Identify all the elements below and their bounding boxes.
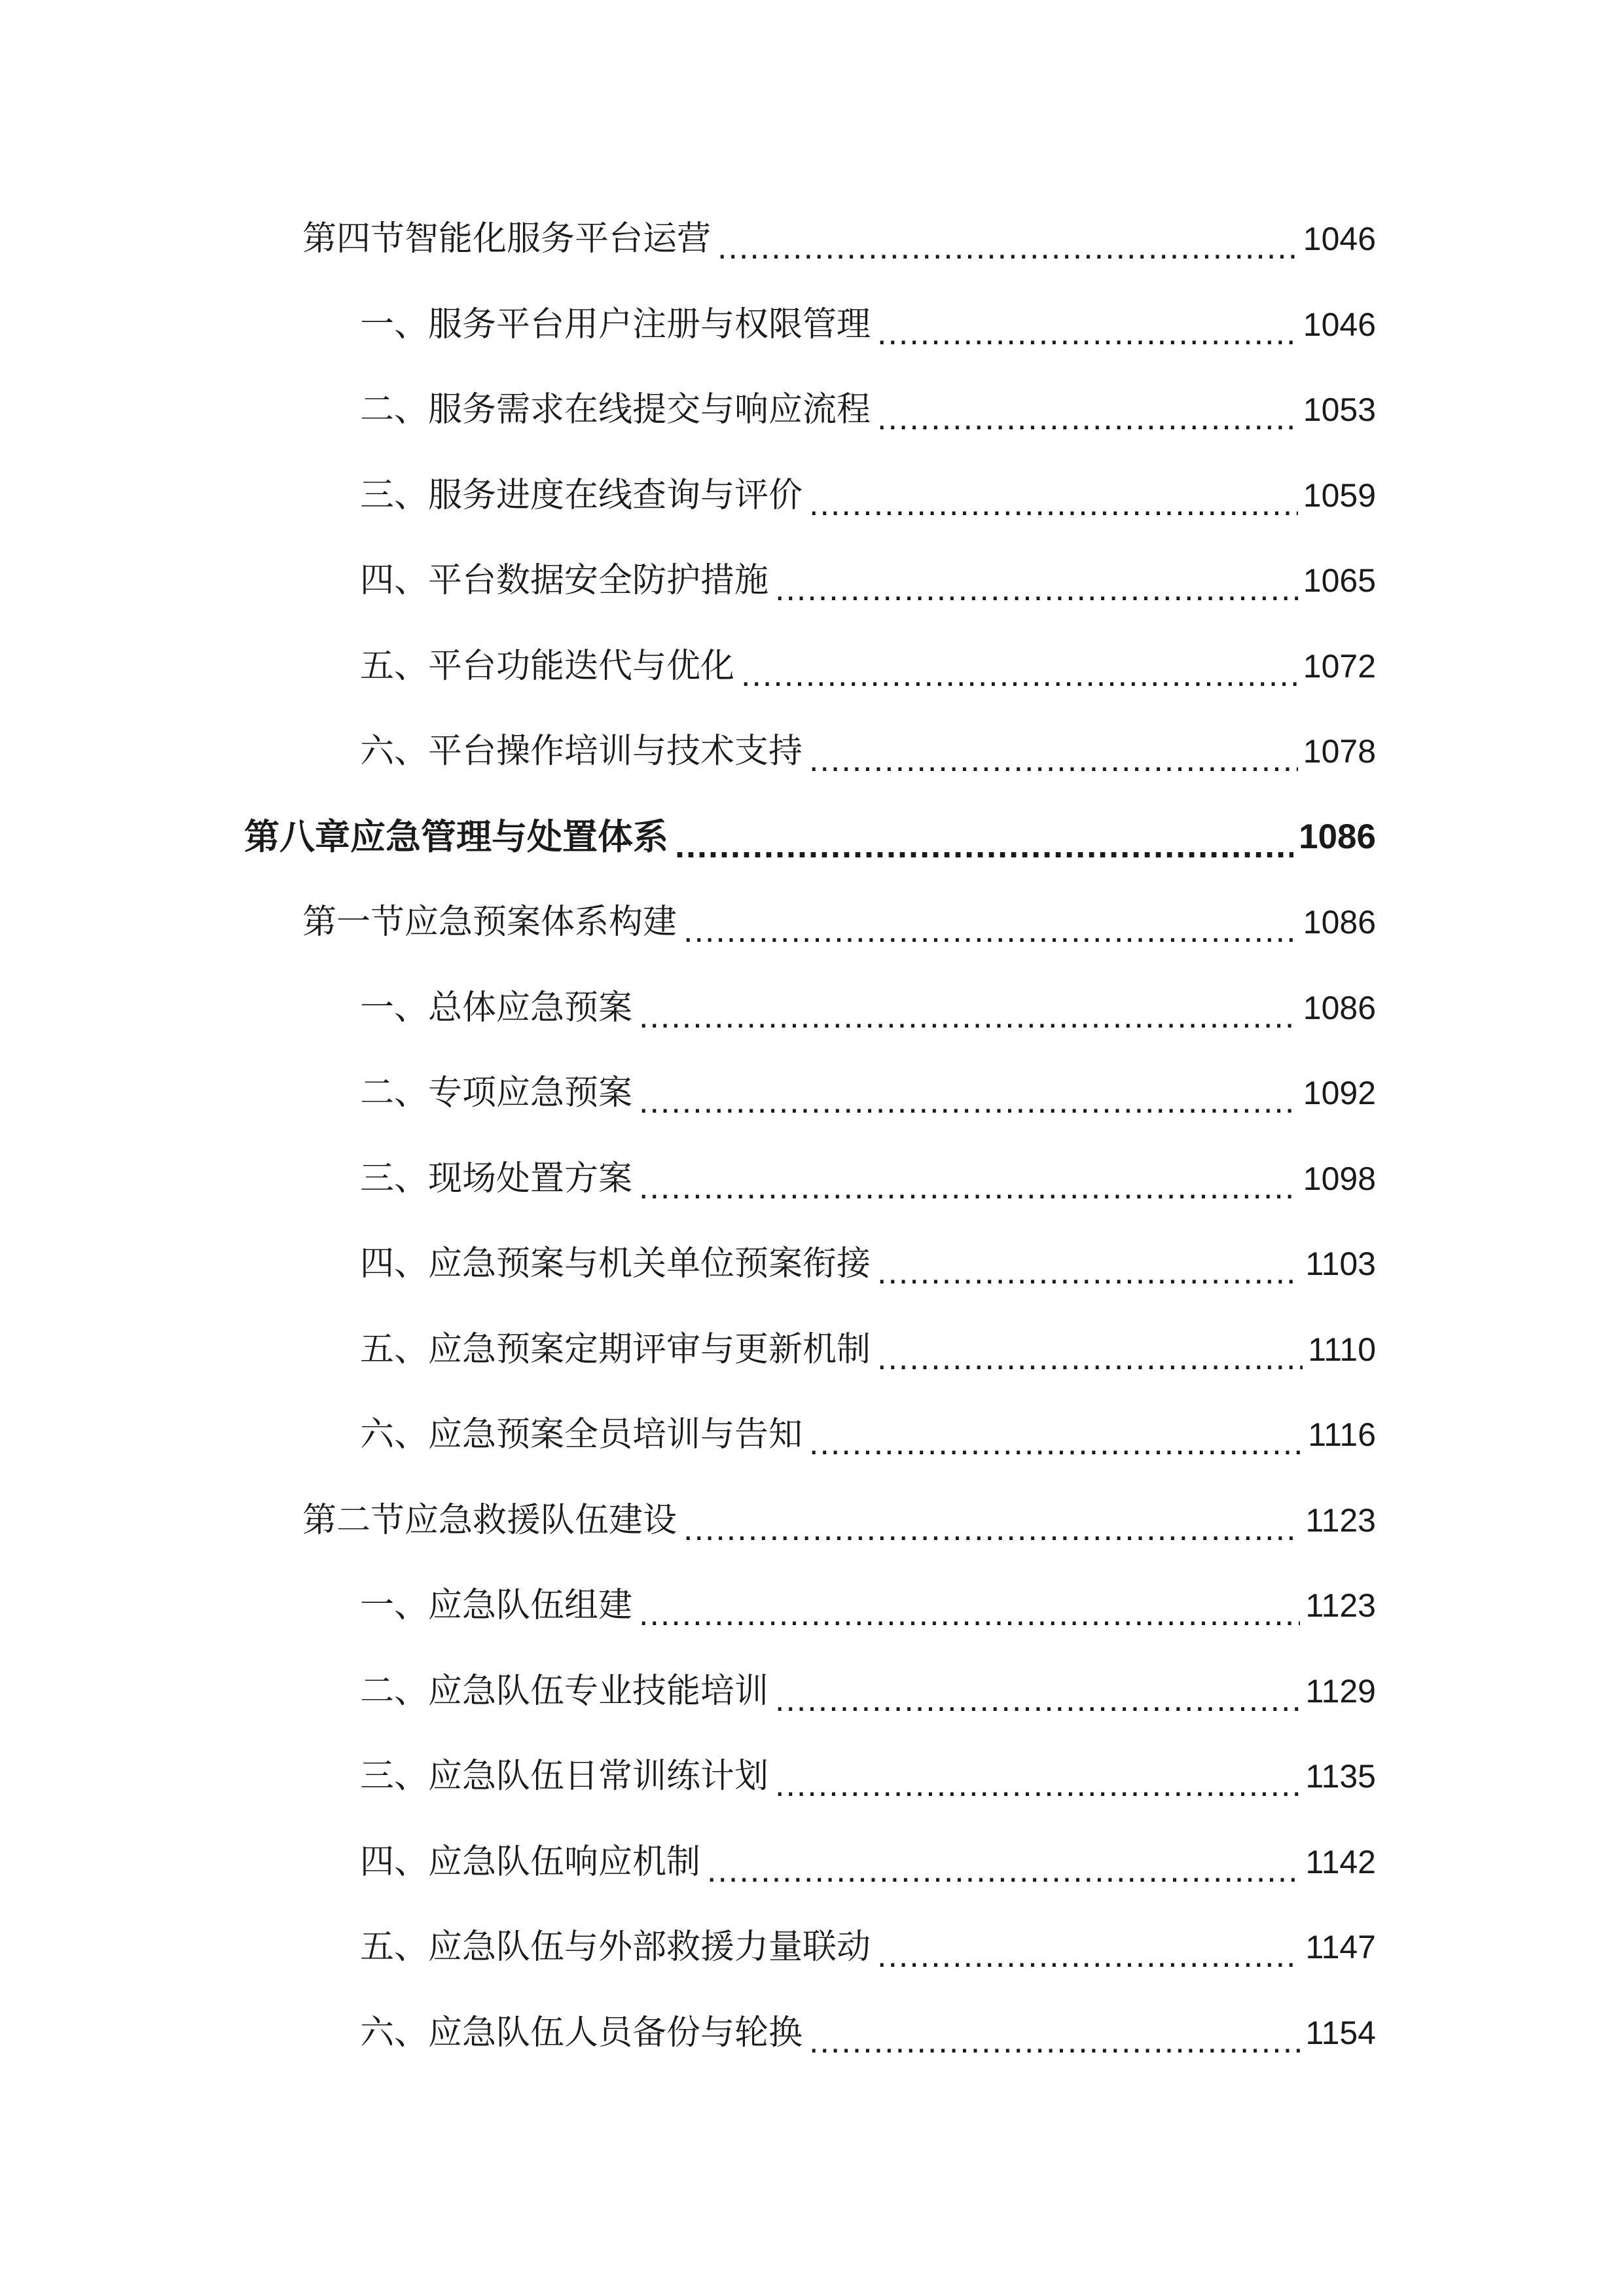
toc-entry[interactable] — [360, 377, 1376, 442]
toc-entry-page-number: 1078 — [1303, 733, 1376, 770]
toc-entry-title: 二、服务需求在线提交与响应流程 — [360, 390, 871, 429]
dot-leader — [877, 316, 1298, 350]
dot-leader — [683, 914, 1298, 948]
dot-leader — [683, 1512, 1300, 1546]
dot-leader — [775, 1768, 1300, 1802]
dot-leader — [877, 1255, 1300, 1289]
toc-entry-title: 一、应急队伍组建 — [360, 1586, 633, 1625]
toc-entry[interactable] — [302, 889, 1376, 955]
dot-leader — [877, 1341, 1303, 1375]
toc-entry[interactable] — [302, 1488, 1376, 1553]
toc-entry-title: 二、应急队伍专业技能培训 — [360, 1671, 769, 1711]
toc-entry-page-number: 1147 — [1305, 1929, 1376, 1965]
toc-entry-page-number: 1086 — [1303, 904, 1376, 941]
toc-entry-page-number: 1123 — [1305, 1587, 1376, 1624]
toc-entry-title: 四、平台数据安全防护措施 — [360, 561, 769, 600]
toc-entry[interactable] — [360, 1231, 1376, 1297]
dot-leader — [809, 487, 1298, 521]
toc-entry-page-number: 1129 — [1305, 1672, 1376, 1710]
dot-leader — [809, 2024, 1300, 2058]
toc-entry[interactable] — [244, 804, 1376, 870]
toc-entry-title: 第四节智能化服务平台运营 — [302, 219, 712, 259]
toc-entry-title: 三、应急队伍日常训练计划 — [360, 1757, 769, 1796]
toc-entry[interactable] — [360, 975, 1376, 1041]
toc-entry-title: 四、应急预案与机关单位预案衔接 — [360, 1244, 871, 1283]
toc-entry[interactable] — [360, 1914, 1376, 1980]
toc-entry-page-number: 1123 — [1305, 1501, 1376, 1539]
dot-leader — [775, 572, 1298, 606]
toc-entry-page-number: 1092 — [1303, 1075, 1376, 1111]
dot-leader — [877, 1939, 1300, 1973]
dot-leader — [639, 1170, 1298, 1204]
toc-entry-title: 二、专项应急预案 — [360, 1073, 633, 1113]
toc-entry-page-number: 1059 — [1303, 476, 1376, 514]
toc-entry-title: 第二节应急救援队伍建设 — [302, 1500, 677, 1540]
toc-entry-page-number: 1103 — [1305, 1246, 1376, 1282]
dot-leader — [877, 401, 1298, 435]
toc-entry-page-number: 1116 — [1308, 1416, 1376, 1453]
toc-entry-page-number: 1098 — [1303, 1160, 1376, 1197]
toc-entry-title: 三、服务进度在线查询与评价 — [360, 475, 803, 515]
toc-entry-page-number: 1110 — [1308, 1331, 1376, 1368]
toc-entry[interactable] — [360, 719, 1376, 784]
toc-entry-title: 五、应急队伍与外部救援力量联动 — [360, 1928, 871, 1967]
toc-entry[interactable] — [360, 1744, 1376, 1809]
toc-entry[interactable] — [360, 1146, 1376, 1211]
toc-entry[interactable] — [360, 1060, 1376, 1126]
toc-entry[interactable] — [360, 1659, 1376, 1724]
toc-entry-title: 六、平台操作培训与技术支持 — [360, 732, 803, 771]
toc-entry[interactable] — [360, 463, 1376, 528]
dot-leader — [707, 1854, 1300, 1888]
toc-entry-title: 三、现场处置方案 — [360, 1158, 633, 1198]
toc-entry-page-number: 1086 — [1303, 989, 1376, 1026]
toc-entry-title: 六、应急预案全员培训与告知 — [360, 1415, 803, 1454]
dot-leader — [639, 1085, 1298, 1119]
toc-entry-title: 五、应急预案定期评审与更新机制 — [360, 1329, 871, 1369]
toc-entry[interactable] — [360, 634, 1376, 699]
toc-entry-page-number: 1135 — [1305, 1758, 1376, 1795]
toc-entry-title: 一、服务平台用户注册与权限管理 — [360, 304, 871, 344]
dot-leader — [809, 743, 1298, 777]
toc-entry-page-number: 1072 — [1303, 647, 1376, 685]
toc-entry[interactable] — [360, 292, 1376, 357]
toc-entry[interactable] — [360, 1829, 1376, 1895]
dot-leader — [741, 658, 1298, 692]
dot-leader — [809, 1426, 1303, 1460]
toc-entry-page-number: 1154 — [1305, 2014, 1376, 2051]
dot-leader — [775, 1683, 1300, 1717]
toc-entry-title: 一、总体应急预案 — [360, 988, 633, 1028]
toc-entry-page-number: 1046 — [1303, 306, 1376, 343]
toc-entry-page-number: 1065 — [1303, 562, 1376, 599]
toc-entry-title: 第八章应急管理与处置体系 — [244, 816, 668, 857]
toc-entry-page-number: 1086 — [1299, 817, 1376, 856]
toc-entry[interactable] — [360, 548, 1376, 613]
toc-entry-title: 六、应急队伍人员备份与轮换 — [360, 2013, 803, 2053]
toc-entry-title: 四、应急队伍响应机制 — [360, 1842, 701, 1882]
toc-entry-title: 五、平台功能迭代与优化 — [360, 646, 735, 686]
toc-entry[interactable] — [302, 206, 1376, 272]
toc-entry-page-number: 1142 — [1305, 1843, 1376, 1880]
dot-leader — [639, 1597, 1300, 1631]
dot-leader — [639, 999, 1298, 1033]
toc-entry[interactable] — [360, 1573, 1376, 1638]
toc-entry[interactable] — [360, 2000, 1376, 2066]
toc-entry-page-number: 1053 — [1303, 391, 1376, 428]
toc-entry-title: 第一节应急预案体系构建 — [302, 903, 677, 942]
toc-entry[interactable] — [360, 1317, 1376, 1382]
toc-entry[interactable] — [360, 1402, 1376, 1467]
toc-entry-page-number: 1046 — [1303, 221, 1376, 257]
dot-leader — [717, 230, 1298, 264]
dot-leader — [675, 828, 1293, 863]
